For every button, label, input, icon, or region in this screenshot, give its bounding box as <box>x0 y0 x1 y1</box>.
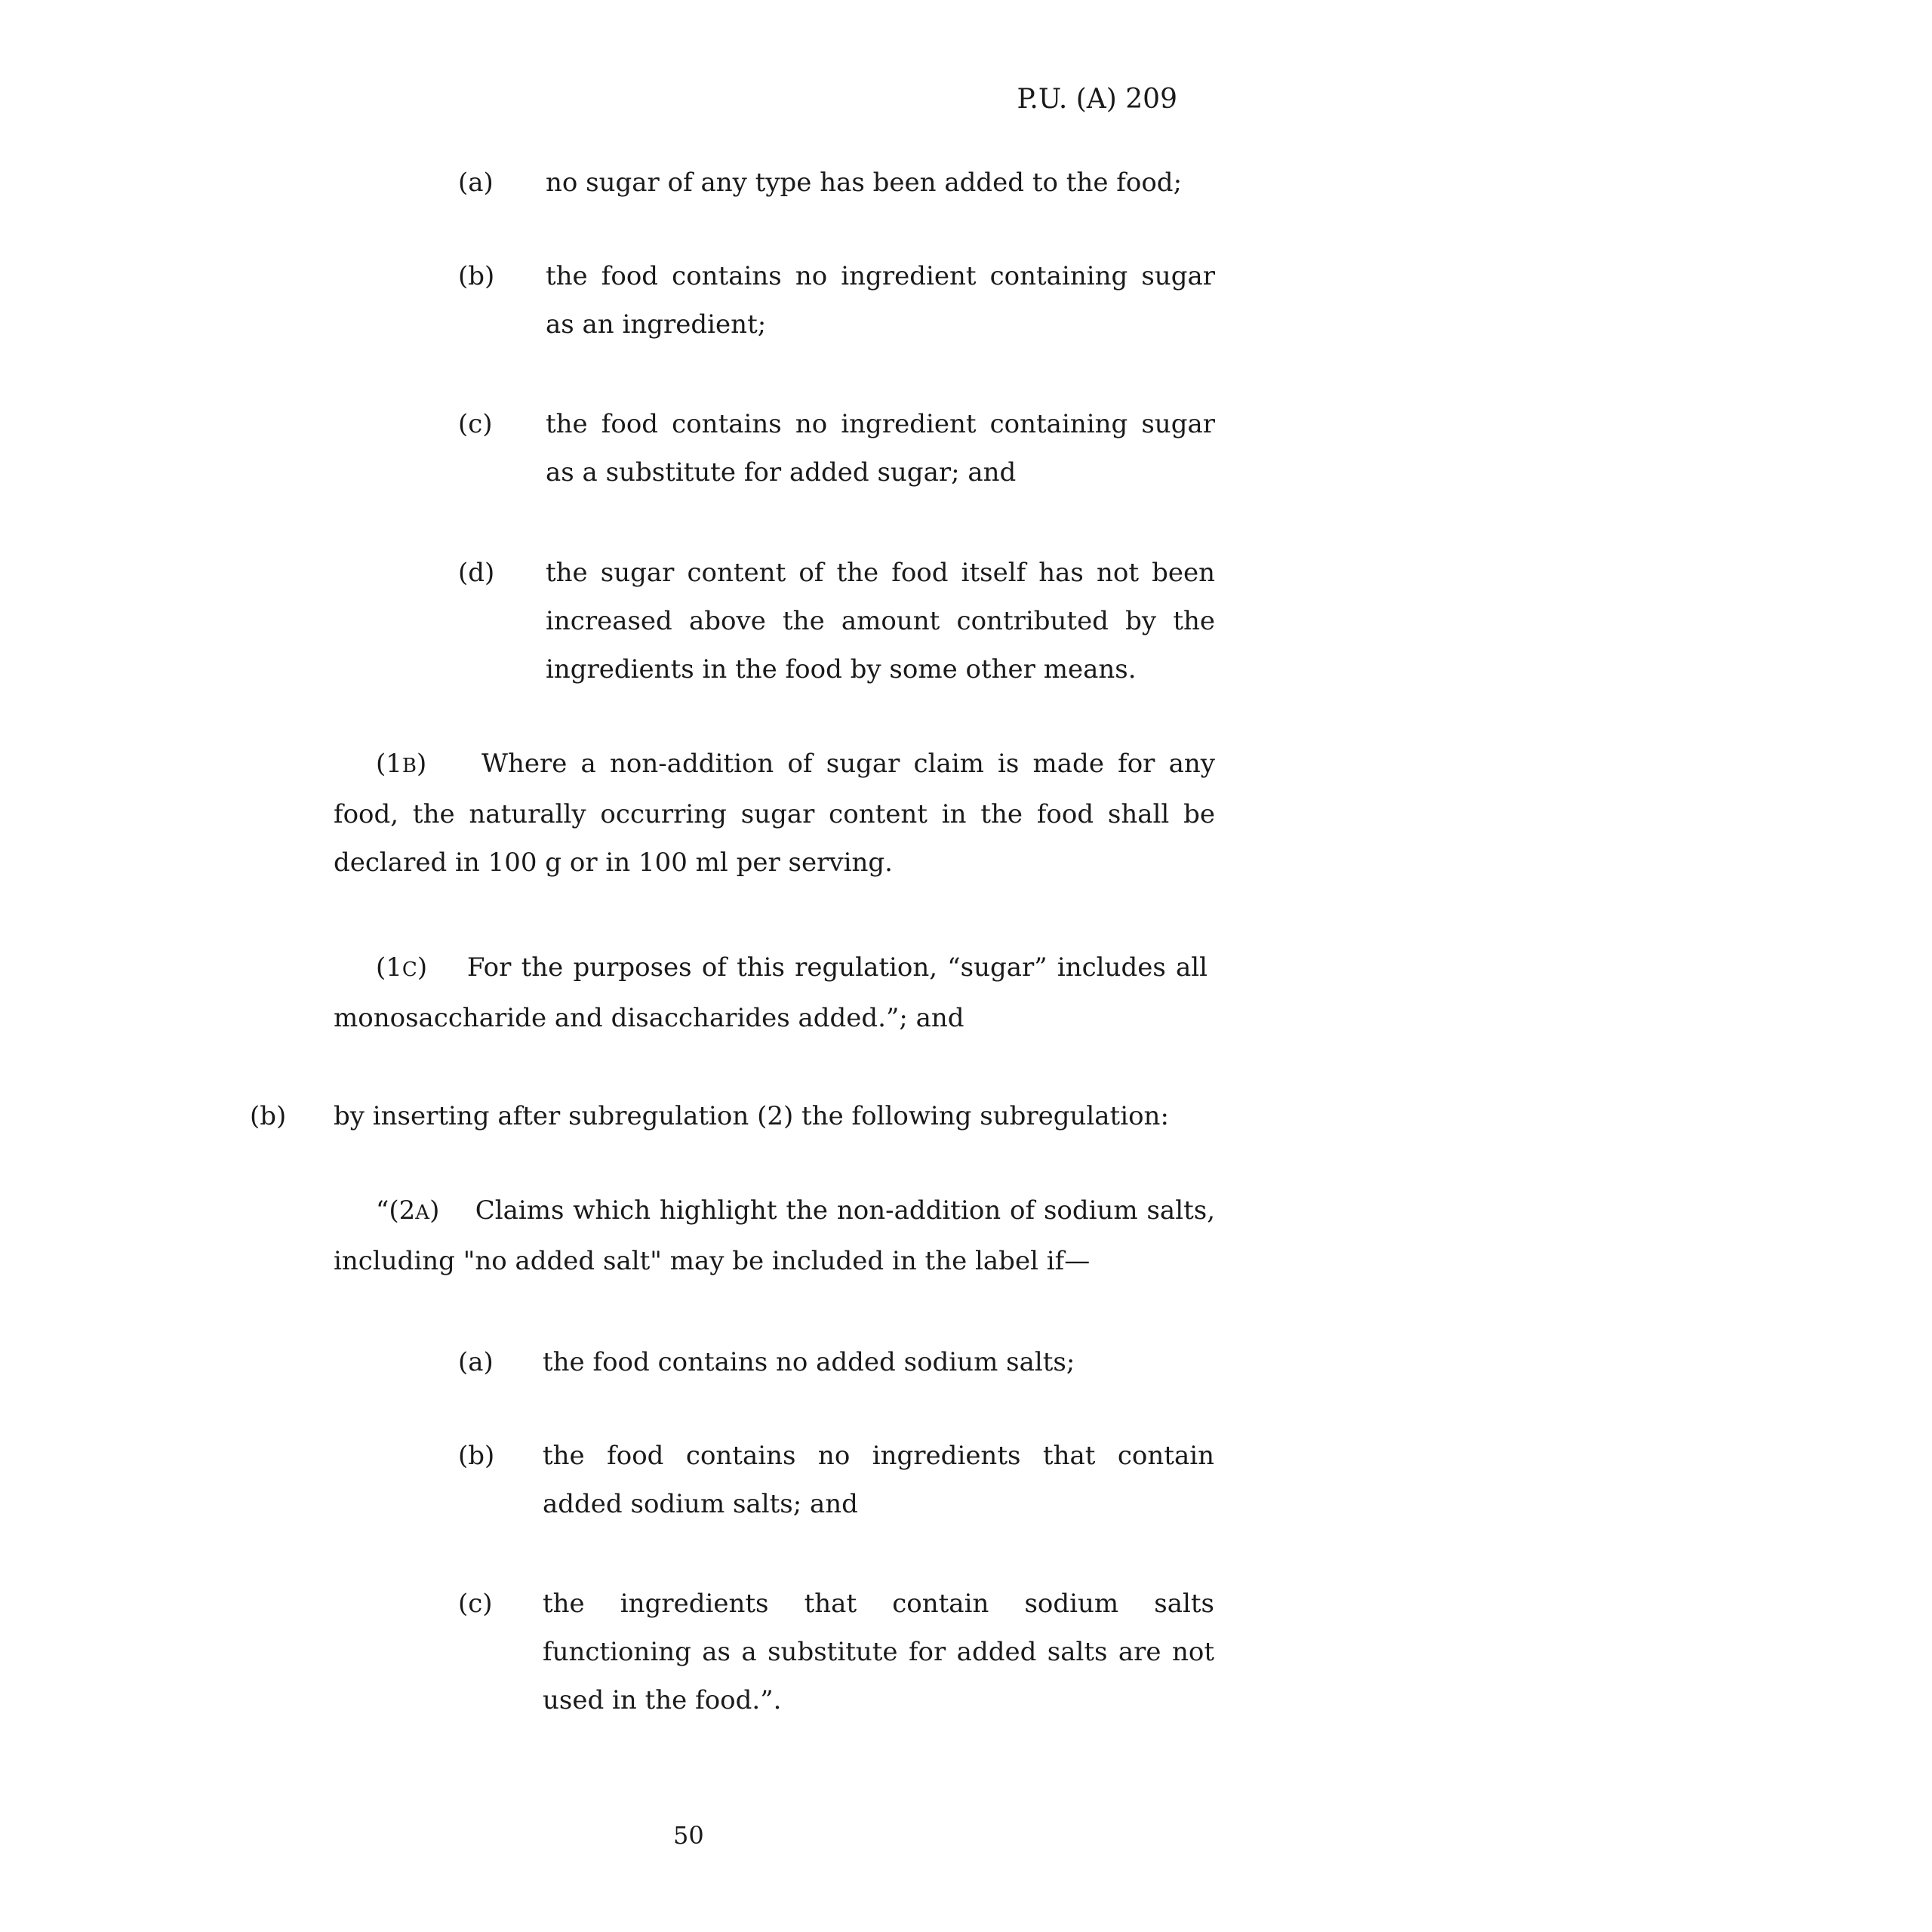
paragraph-1c-text: For the purposes of this regulation, “sugar” includes all monosaccharide and disaccharides added.”; and <box>334 952 1208 1033</box>
sugar-item-d-text: the sugar content of the food itself has not been increased above the amount contributed by the ingredients in the food by some other means. <box>546 558 1215 685</box>
salt-item-a-text: the food contains no added sodium salts; <box>543 1347 1075 1377</box>
sugar-item-c-label: (c) <box>458 409 493 439</box>
salt-item-c-text: the ingredients that contain sodium salts functioning as a substitute for added salts are not used in the food.”. <box>543 1589 1214 1715</box>
sugar-item-a-label: (a) <box>458 168 494 198</box>
paragraph-1b-number: (1B) <box>376 749 427 779</box>
paragraph-1b <box>334 740 1215 887</box>
paragraph-1b-text: Where a non-addition of sugar claim is made for any food, the naturally occurring sugar content in the food shall be declared in 100 g or in 100 ml per serving. <box>334 749 1215 878</box>
salt-item-c-label: (c) <box>458 1589 493 1619</box>
salt-item-b-text: the food contains no ingredients that contain added sodium salts; and <box>543 1441 1214 1519</box>
page-header-reference: P.U. (A) 209 <box>1017 84 1177 115</box>
paragraph-1c-number: (1C) <box>376 952 428 983</box>
page-number: 50 <box>673 1821 704 1850</box>
sugar-item-c-text: the food contains no ingredient containing sugar as a substitute for added sugar; and <box>546 409 1215 488</box>
paragraph-2a-number: “(2A) <box>376 1195 440 1226</box>
salt-item-b-label: (b) <box>458 1441 495 1471</box>
sugar-item-d-label: (d) <box>458 558 495 588</box>
paragraph-2a <box>334 1186 1215 1285</box>
salt-item-a-label: (a) <box>458 1347 494 1377</box>
sugar-item-b-text: the food contains no ingredient containing sugar as an ingredient; <box>546 261 1215 340</box>
paragraph-2a-text: Claims which highlight the non-addition of sodium salts, including "no added salt" may be included in the label if— <box>334 1195 1216 1276</box>
item-b-label: (b) <box>250 1101 287 1131</box>
sugar-item-b-label: (b) <box>458 261 495 291</box>
paragraph-1c <box>334 943 1208 1042</box>
sugar-item-a-text: no sugar of any type has been added to the food; <box>546 168 1183 198</box>
item-b-text: by inserting after subregulation (2) the following subregulation: <box>334 1101 1169 1131</box>
